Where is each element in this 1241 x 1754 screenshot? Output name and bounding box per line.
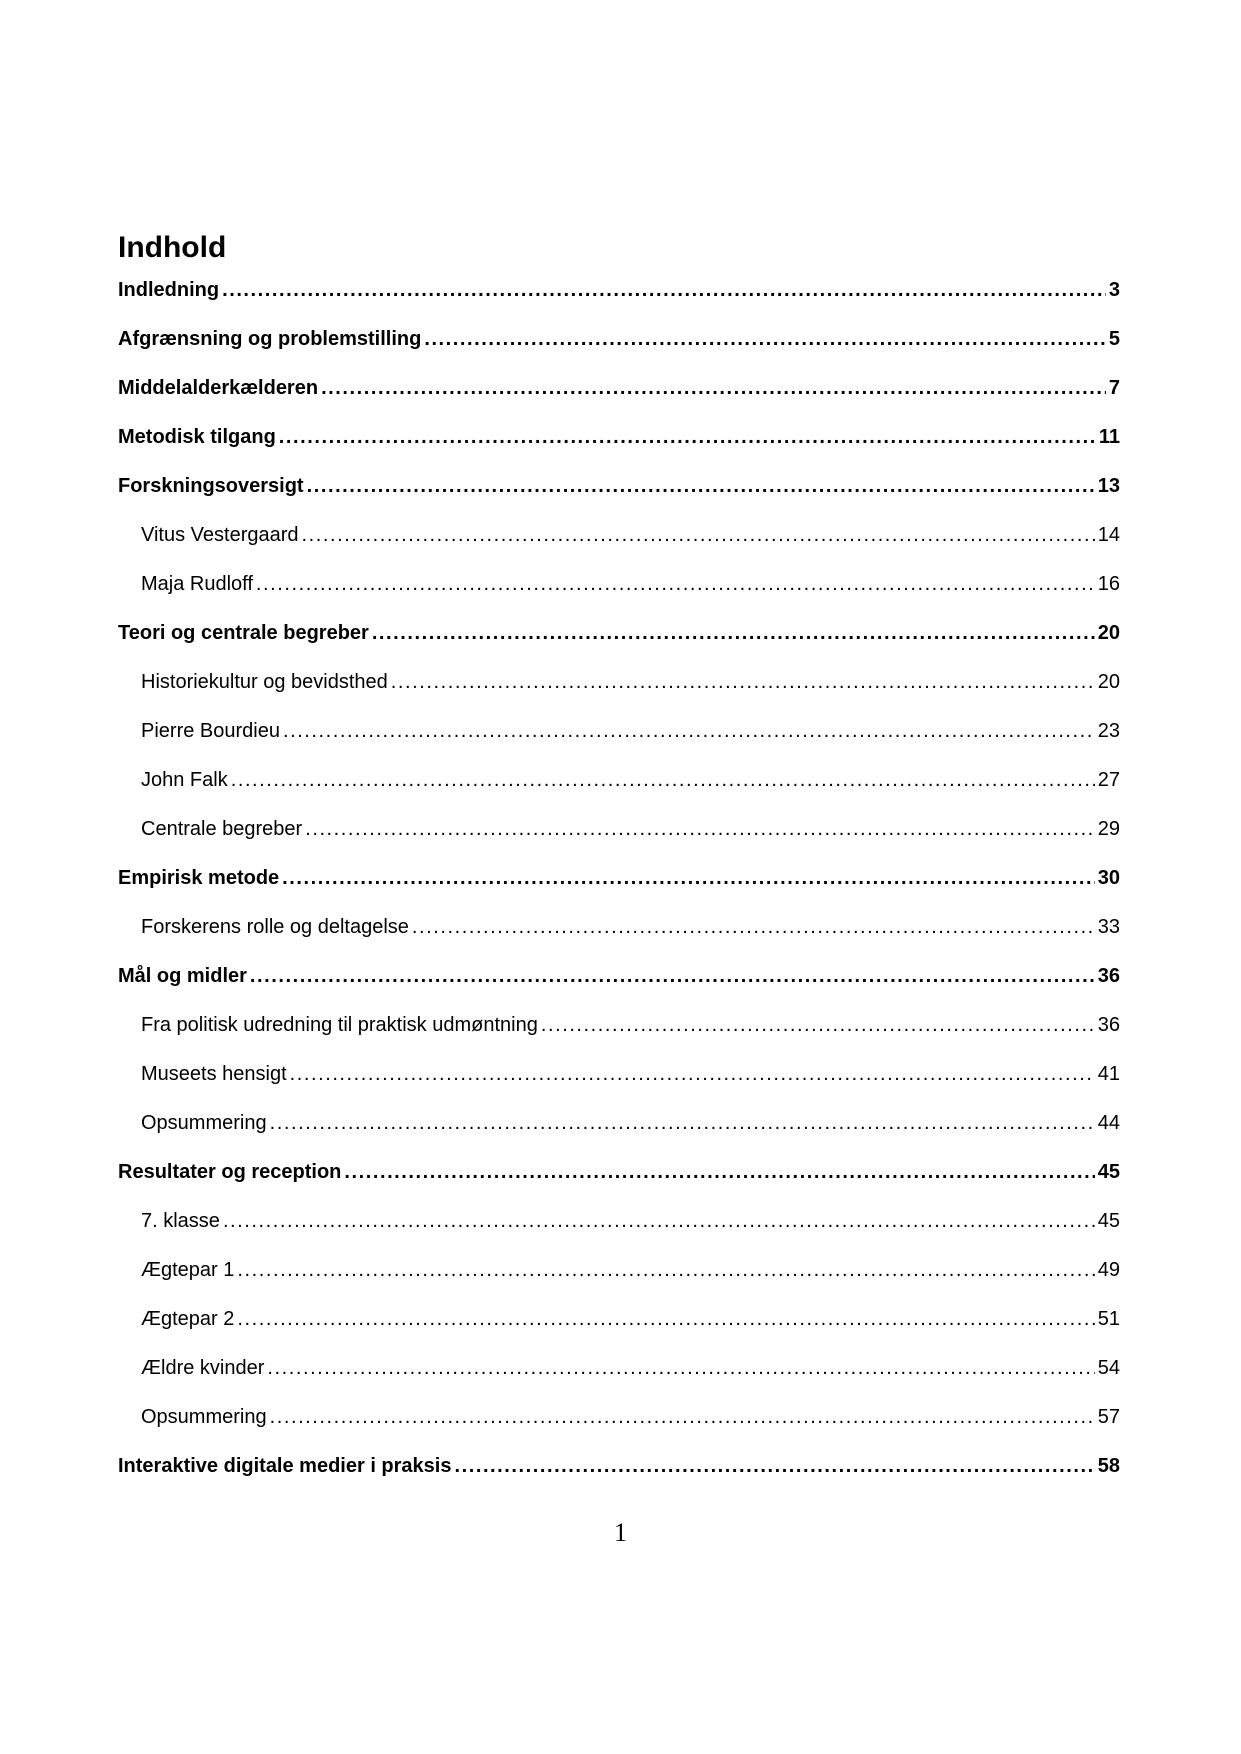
toc-entry-page: 49 <box>1097 1259 1120 1281</box>
toc-entry-label: Middelalderkælderen <box>118 377 319 399</box>
toc-entry[interactable] <box>118 564 1120 613</box>
toc-entry-label: Forskerens rolle og deltagelse <box>141 916 409 938</box>
toc-entry-page: 5 <box>1108 328 1120 350</box>
dot-leader <box>302 515 1095 555</box>
toc-entry-page: 14 <box>1097 524 1120 546</box>
toc-entry-label: Maja Rudloff <box>141 573 253 595</box>
dot-leader <box>237 1299 1094 1339</box>
toc-entry[interactable] <box>118 1201 1120 1250</box>
toc-entry-page: 41 <box>1097 1063 1120 1085</box>
toc-entry-page: 33 <box>1097 916 1120 938</box>
dot-leader <box>250 956 1095 996</box>
dot-leader <box>424 319 1106 359</box>
toc-title: Indhold <box>118 231 227 264</box>
toc-entry[interactable] <box>118 466 1120 515</box>
toc-entry-label: Ældre kvinder <box>141 1357 265 1379</box>
toc-entry-label: Opsummering <box>141 1112 267 1134</box>
dot-leader <box>279 417 1096 457</box>
toc-entry[interactable] <box>118 760 1120 809</box>
toc-entry-label: Resultater og reception <box>118 1161 342 1183</box>
dot-leader <box>282 858 1095 898</box>
toc-entry[interactable] <box>118 1299 1120 1348</box>
dot-leader <box>270 1103 1095 1143</box>
toc-entry[interactable] <box>118 417 1120 466</box>
toc-entry-page: 30 <box>1097 867 1120 889</box>
dot-leader <box>412 907 1095 947</box>
toc-entry-page: 23 <box>1097 720 1120 742</box>
toc-entry[interactable] <box>118 613 1120 662</box>
toc-entry-label: Centrale begreber <box>141 818 303 840</box>
toc-entry[interactable] <box>118 858 1120 907</box>
toc-entry-page: 29 <box>1097 818 1120 840</box>
dot-leader <box>321 368 1106 408</box>
dot-leader <box>237 1250 1094 1290</box>
toc-entry[interactable] <box>118 319 1120 368</box>
toc-entry-page: 36 <box>1097 965 1120 987</box>
dot-leader <box>541 1005 1095 1045</box>
table-of-contents <box>118 270 1120 1495</box>
toc-entry-page: 27 <box>1097 769 1120 791</box>
toc-entry-page: 20 <box>1097 622 1120 644</box>
toc-entry-label: Ægtepar 1 <box>141 1259 235 1281</box>
toc-entry-page: 57 <box>1097 1406 1120 1428</box>
toc-entry-label: Fra politisk udredning til praktisk udmøntning <box>141 1014 538 1036</box>
toc-entry-page: 3 <box>1108 279 1120 301</box>
toc-entry-label: John Falk <box>141 769 228 791</box>
toc-entry[interactable] <box>118 515 1120 564</box>
toc-entry[interactable] <box>118 956 1120 1005</box>
toc-entry-page: 54 <box>1097 1357 1120 1379</box>
toc-entry-page: 16 <box>1097 573 1120 595</box>
dot-leader <box>454 1446 1094 1486</box>
toc-entry-label: Indledning <box>118 279 220 301</box>
dot-leader <box>256 564 1095 604</box>
toc-entry[interactable] <box>118 1250 1120 1299</box>
toc-entry[interactable] <box>118 711 1120 760</box>
toc-entry[interactable] <box>118 809 1120 858</box>
toc-entry[interactable] <box>118 1005 1120 1054</box>
toc-entry[interactable] <box>118 368 1120 417</box>
toc-entry-label: Vitus Vestergaard <box>141 524 299 546</box>
toc-entry-label: Afgrænsning og problemstilling <box>118 328 422 350</box>
dot-leader <box>307 466 1095 506</box>
toc-entry[interactable] <box>118 907 1120 956</box>
toc-entry-label: Museets hensigt <box>141 1063 287 1085</box>
toc-entry[interactable] <box>118 1397 1120 1446</box>
toc-entry[interactable] <box>118 1054 1120 1103</box>
dot-leader <box>283 711 1095 751</box>
dot-leader <box>223 1201 1095 1241</box>
toc-entry-label: Empirisk metode <box>118 867 280 889</box>
toc-entry-page: 20 <box>1097 671 1120 693</box>
dot-leader <box>305 809 1095 849</box>
toc-entry-page: 51 <box>1097 1308 1120 1330</box>
dot-leader <box>372 613 1095 653</box>
toc-entry[interactable] <box>118 1103 1120 1152</box>
toc-entry-label: Mål og midler <box>118 965 247 987</box>
toc-entry-page: 58 <box>1097 1455 1120 1477</box>
dot-leader <box>270 1397 1095 1437</box>
dot-leader <box>344 1152 1094 1192</box>
toc-entry[interactable] <box>118 1152 1120 1201</box>
dot-leader <box>391 662 1095 702</box>
toc-entry[interactable] <box>118 1348 1120 1397</box>
toc-entry-label: Pierre Bourdieu <box>141 720 280 742</box>
dot-leader <box>267 1348 1094 1388</box>
toc-entry-label: Metodisk tilgang <box>118 426 276 448</box>
page-number: 1 <box>614 1518 627 1547</box>
toc-entry-page: 45 <box>1097 1161 1120 1183</box>
toc-entry-page: 11 <box>1098 426 1120 448</box>
toc-entry-label: Ægtepar 2 <box>141 1308 235 1330</box>
toc-entry[interactable] <box>118 270 1120 319</box>
dot-leader <box>222 270 1106 310</box>
toc-entry-page: 36 <box>1097 1014 1120 1036</box>
toc-entry-label: Forskningsoversigt <box>118 475 304 497</box>
toc-entry-label: Teori og centrale begreber <box>118 622 369 644</box>
toc-entry-label: Opsummering <box>141 1406 267 1428</box>
dot-leader <box>290 1054 1095 1094</box>
toc-entry-page: 44 <box>1097 1112 1120 1134</box>
toc-entry-page: 45 <box>1097 1210 1120 1232</box>
toc-entry-label: Interaktive digitale medier i praksis <box>118 1455 452 1477</box>
toc-entry-label: Historiekultur og bevidsthed <box>141 671 388 693</box>
toc-entry[interactable] <box>118 662 1120 711</box>
toc-entry-page: 13 <box>1097 475 1120 497</box>
toc-entry-page: 7 <box>1108 377 1120 399</box>
toc-entry-label: 7. klasse <box>141 1210 220 1232</box>
dot-leader <box>231 760 1095 800</box>
toc-entry[interactable] <box>118 1446 1120 1495</box>
